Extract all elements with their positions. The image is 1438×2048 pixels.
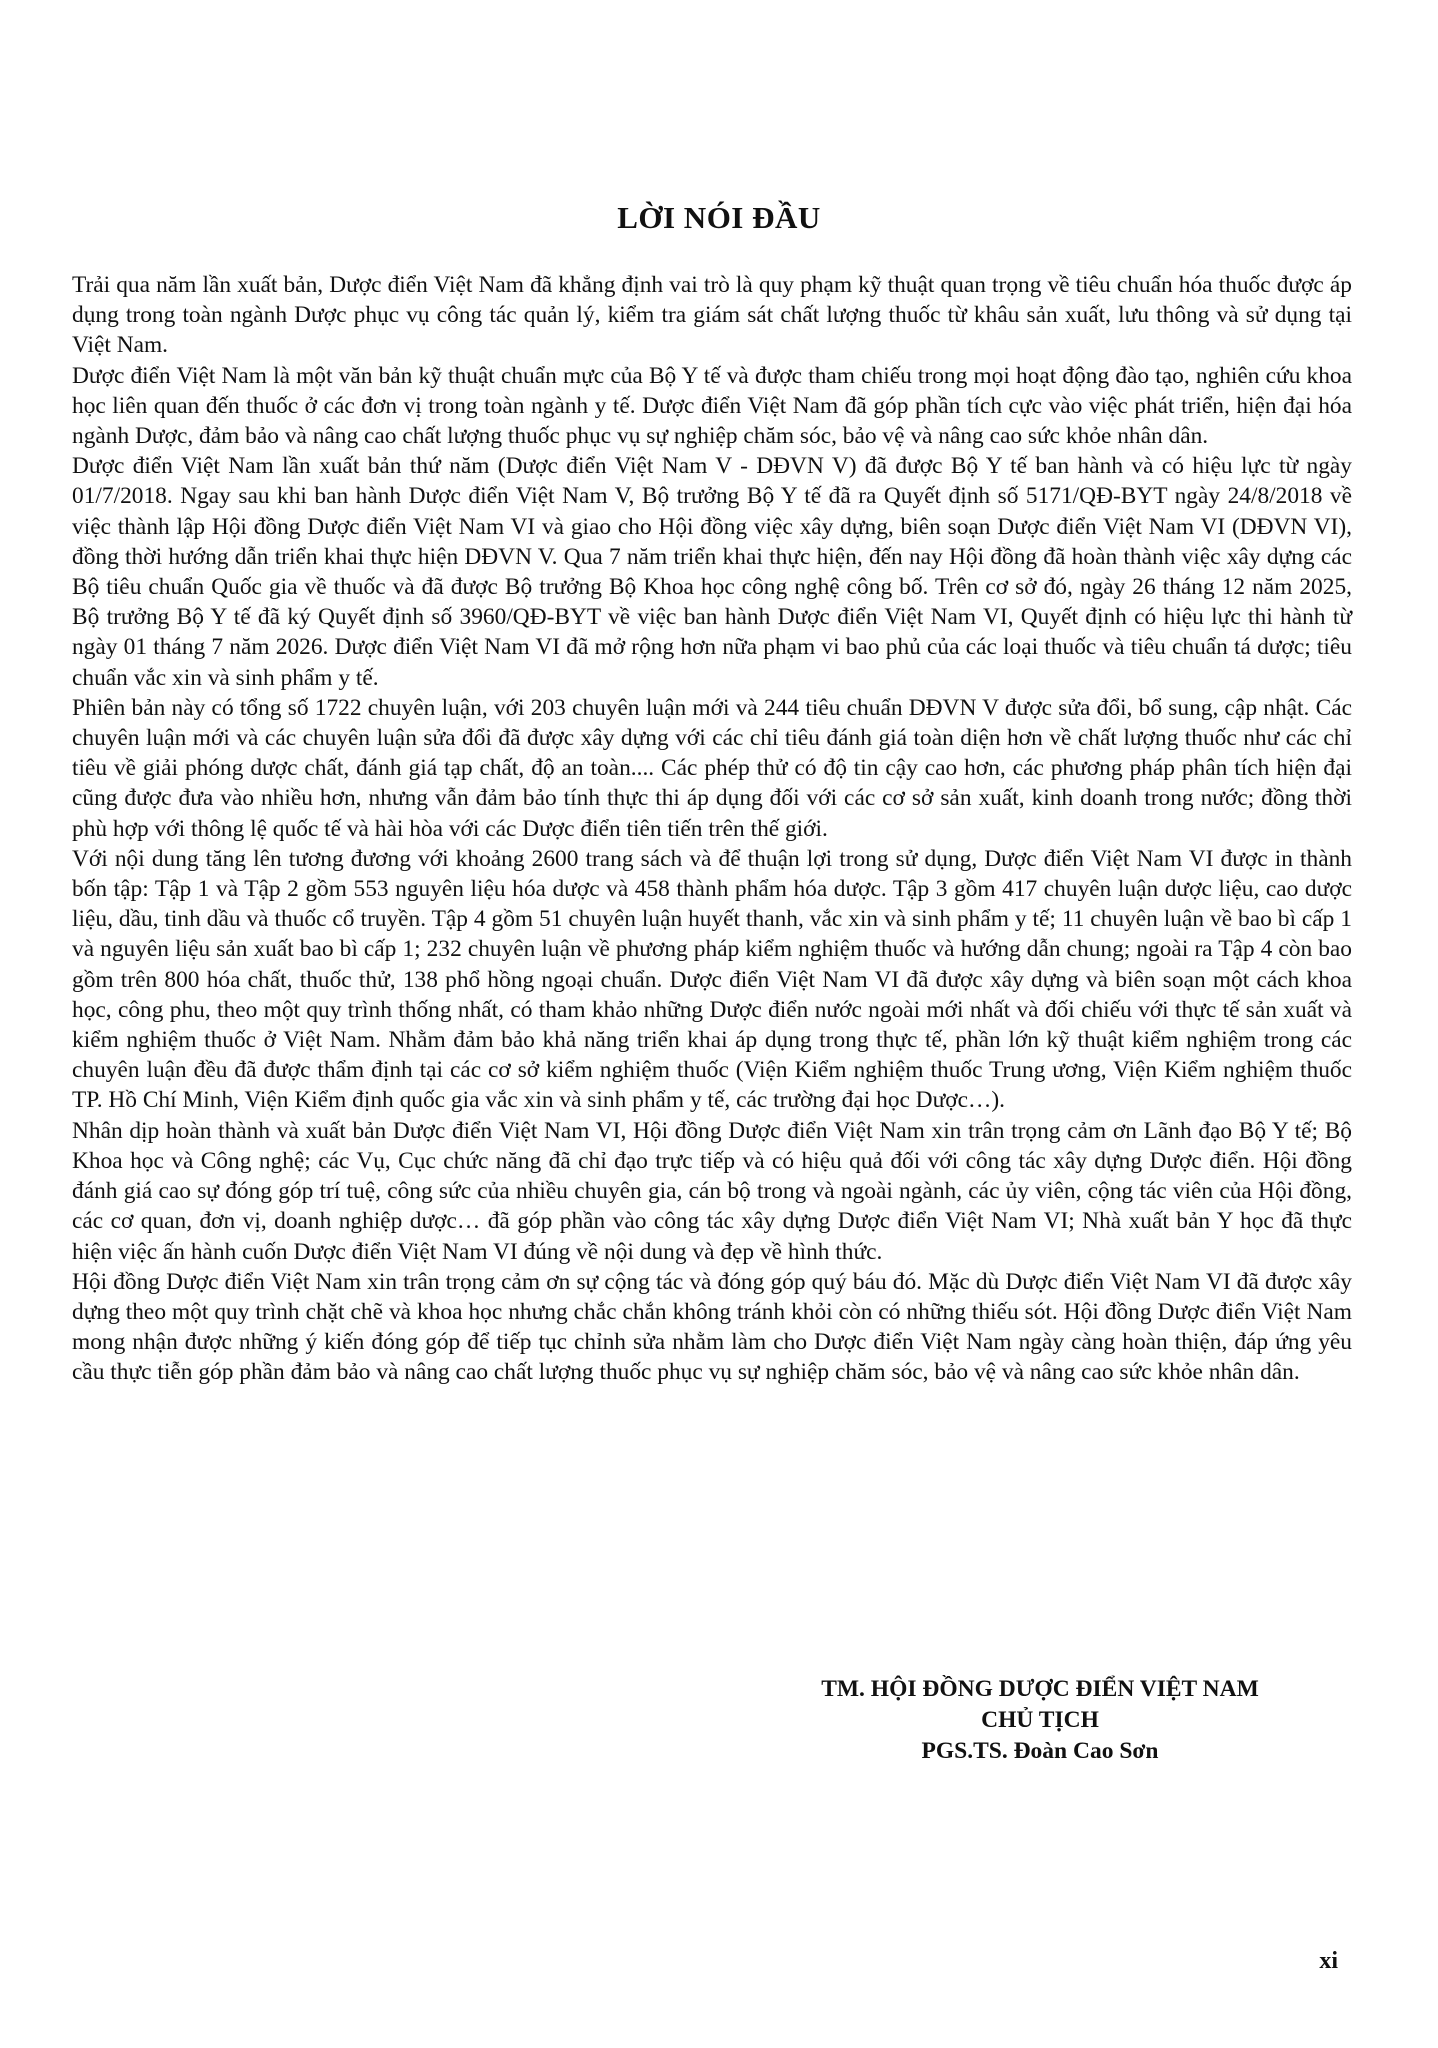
signature-position: CHỦ TỊCH — [981, 1707, 1099, 1733]
paragraph: Phiên bản này có tổng số 1722 chuyên luận, với 203 chuyên luận mới và 244 tiêu chuẩn DĐVN V được sửa đổi, bổ sung, cập nhật. Các chuyên luận mới và các chuyên luận sửa đổi đã được xây dựng với các chỉ tiêu đánh giá toàn diện hơn về chất lượng thuốc như các chỉ tiêu về giải phóng dược chất, đánh giá tạp chất, độ an toàn.... Các phép thử có độ tin cậy cao hơn, các phương pháp phân tích hiện đại cũng được đưa vào nhiều hơn, nhưng vẫn đảm bảo tính thực thi áp dụng đối với các cơ sở sản xuất, kinh doanh trong nước; đồng thời phù hợp với thông lệ quốc tế và hài hòa với các Dược điển tiên tiến trên thế giới. — [72, 694, 1352, 842]
signature-organization: TM. HỘI ĐỒNG DƯỢC ĐIỂN VIỆT NAM — [821, 1676, 1259, 1702]
signature-block — [760, 1674, 1320, 1767]
paragraph: Dược điển Việt Nam lần xuất bản thứ năm (Dược điển Việt Nam V - DĐVN V) đã được Bộ Y tế ban hành và có hiệu lực từ ngày 01/7/2018. Ngay sau khi ban hành Dược điển Việt Nam V, Bộ trưởng Bộ Y tế đã ra Quyết định số 5171/QĐ-BYT ngày 24/8/2018 về việc thành lập Hội đồng Dược điển Việt Nam VI và giao cho Hội đồng việc xây dựng, biên soạn Dược điển Việt Nam VI (DĐVN VI), đồng thời hướng dẫn triển khai thực hiện DĐVN V. Qua 7 năm triển khai thực hiện, đến nay Hội đồng đã hoàn thành việc xây dựng các Bộ tiêu chuẩn Quốc gia về thuốc và đã được Bộ trưởng Bộ Khoa học công nghệ công bố. Trên cơ sở đó, ngày 26 tháng 12 năm 2025, Bộ trưởng Bộ Y tế đã ký Quyết định số 3960/QĐ-BYT về việc ban hành Dược điển Việt Nam VI, Quyết định có hiệu lực thi hành từ ngày 01 tháng 7 năm 2026. Dược điển Việt Nam VI đã mở rộng hơn nữa phạm vi bao phủ của các loại thuốc và tiêu chuẩn tá dược; tiêu chuẩn vắc xin và sinh phẩm y tế. — [72, 453, 1352, 691]
page-title: LỜI NÓI ĐẦU — [617, 200, 821, 235]
page-number: xi — [1319, 1948, 1338, 1974]
signature-name: PGS.TS. Đoàn Cao Sơn — [921, 1738, 1159, 1764]
paragraph: Dược điển Việt Nam là một văn bản kỹ thuật chuẩn mực của Bộ Y tế và được tham chiếu trong mọi hoạt động đào tạo, nghiên cứu khoa học liên quan đến thuốc ở các đơn vị trong toàn ngành y tế. Dược điển Việt Nam đã góp phần tích cực vào việc phát triển, hiện đại hóa ngành Dược, đảm bảo và nâng cao chất lượng thuốc phục vụ sự nghiệp chăm sóc, bảo vệ và nâng cao sức khỏe nhân dân. — [72, 362, 1352, 450]
paragraph: Với nội dung tăng lên tương đương với khoảng 2600 trang sách và để thuận lợi trong sử dụng, Dược điển Việt Nam VI được in thành bốn tập: Tập 1 và Tập 2 gồm 553 nguyên liệu hóa dược và 458 thành phẩm hóa dược. Tập 3 gồm 417 chuyên luận dược liệu, cao dược liệu, dầu, tinh dầu và thuốc cổ truyền. Tập 4 gồm 51 chuyên luận huyết thanh, vắc xin và sinh phẩm y tế; 11 chuyên luận về bao bì cấp 1 và nguyên liệu sản xuất bao bì cấp 1; 232 chuyên luận về phương pháp kiểm nghiệm thuốc và hướng dẫn chung; ngoài ra Tập 4 còn bao gồm trên 800 hóa chất, thuốc thử, 138 phổ hồng ngoại chuẩn. Dược điển Việt Nam VI đã được xây dựng và biên soạn một cách khoa học, công phu, theo một quy trình thống nhất, có tham khảo những Dược điển nước ngoài mới nhất và đối chiếu với thực tế sản xuất và kiểm nghiệm thuốc ở Việt Nam. Nhằm đảm bảo khả năng triển khai áp dụng trong thực tế, phần lớn kỹ thuật kiểm nghiệm trong các chuyên luận đều đã được thẩm định tại các cơ sở kiểm nghiệm thuốc (Viện Kiểm nghiệm thuốc Trung ương, Viện Kiểm nghiệm thuốc TP. Hồ Chí Minh, Viện Kiểm định quốc gia vắc xin và sinh phẩm y tế, các trường đại học Dược…). — [72, 845, 1352, 1114]
body-text — [72, 270, 1352, 1388]
paragraph: Trải qua năm lần xuất bản, Dược điển Việt Nam đã khẳng định vai trò là quy phạm kỹ thuật quan trọng về tiêu chuẩn hóa thuốc được áp dụng trong toàn ngành Dược phục vụ công tác quản lý, kiểm tra giám sát chất lượng thuốc từ khâu sản xuất, lưu thông và sử dụng tại Việt Nam. — [72, 272, 1352, 359]
paragraph: Nhân dịp hoàn thành và xuất bản Dược điển Việt Nam VI, Hội đồng Dược điển Việt Nam xin trân trọng cảm ơn Lãnh đạo Bộ Y tế; Bộ Khoa học và Công nghệ; các Vụ, Cục chức năng đã chỉ đạo trực tiếp và có hiệu quả đối với công tác xây dựng Dược điển. Hội đồng đánh giá cao sự đóng góp trí tuệ, công sức của nhiều chuyên gia, cán bộ trong và ngoài ngành, các ủy viên, cộng tác viên của Hội đồng, các cơ quan, đơn vị, doanh nghiệp dược… đã góp phần vào công tác xây dựng Dược điển Việt Nam VI; Nhà xuất bản Y học đã thực hiện việc ấn hành cuốn Dược điển Việt Nam VI đúng về nội dung và đẹp về hình thức. — [72, 1117, 1352, 1265]
paragraph: Hội đồng Dược điển Việt Nam xin trân trọng cảm ơn sự cộng tác và đóng góp quý báu đó. Mặc dù Dược điển Việt Nam VI đã được xây dựng theo một quy trình chặt chẽ và khoa học nhưng chắc chắn không tránh khỏi còn có những thiếu sót. Hội đồng Dược điển Việt Nam mong nhận được những ý kiến đóng góp để tiếp tục chỉnh sửa nhằm làm cho Dược điển Việt Nam ngày càng hoàn thiện, đáp ứng yêu cầu thực tiễn góp phần đảm bảo và nâng cao chất lượng thuốc phục vụ sự nghiệp chăm sóc, bảo vệ và nâng cao sức khỏe nhân dân. — [72, 1268, 1352, 1386]
